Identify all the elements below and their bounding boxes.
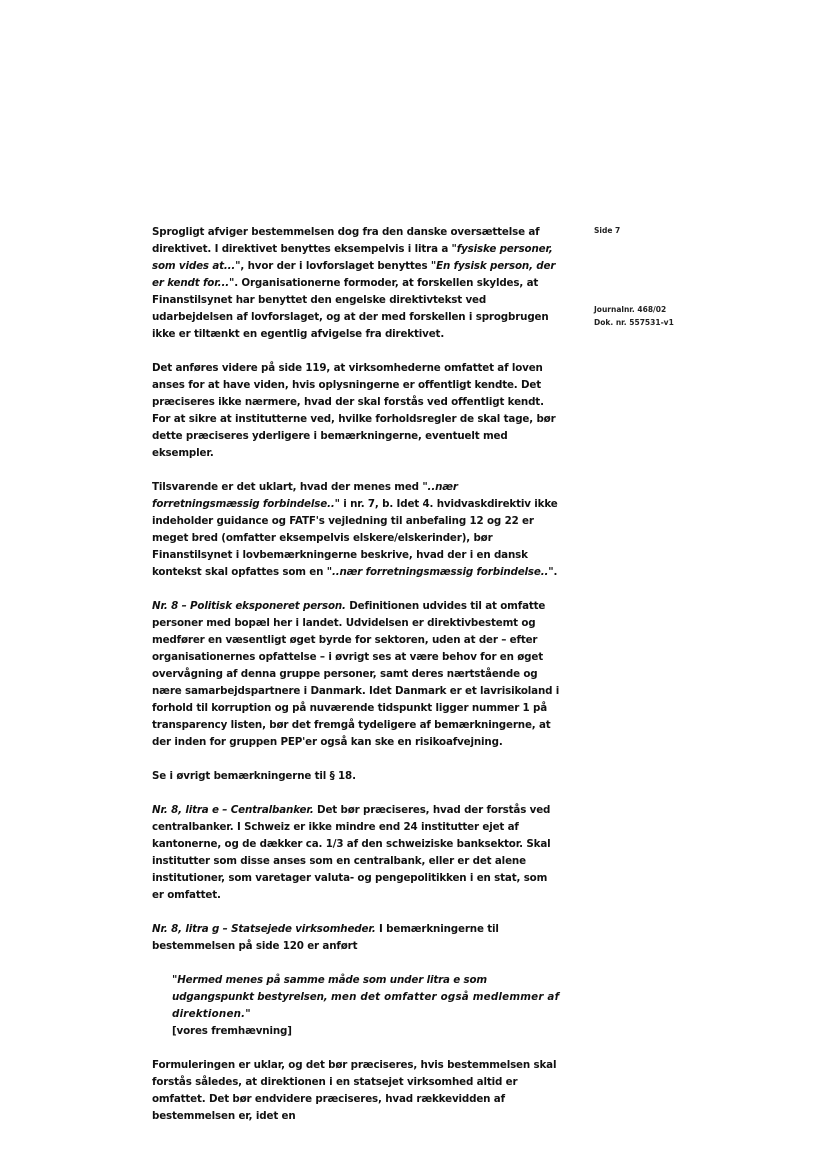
paragraph-central-banks: Nr. 8, litra e – Centralbanker. Det bør præciseres, hvad der forstås ved centralbanker. I Schweiz er ikke mindre end 24 institutter ejet af kantonerne, og de dækker ca. 1/3 af den schweiziske banksektor. Skal institutter som disse anses som en centralbank, eller er det alene institutioner, som varetager valuta- og pengepolitikken i en stat, som er omfattet.	[152, 804, 551, 901]
section-heading-state-owned: Nr. 8, litra g – Statsejede virksomheder.	[152, 923, 376, 935]
paragraph-business-relation: Tilsvarende er det uklart, hvad der menes med "..nær forretningsmæssig forbindelse.." i nr. 7, b. Idet 4. hvidvaskdirektiv ikke indeholder guidance og FATF's vejledning til anbefaling 12 og 22 er meget bred (omfatter eksempelvis elskere/elskerinder), bør Finanstilsynet i lovbemærkningerne beskrive, hvad der i en dansk kontekst skal opfattes som en "..nær forretningsmæssig forbindelse..".	[152, 481, 558, 578]
journal-number: Journalnr. 468/02	[594, 305, 667, 314]
reference-block	[594, 303, 674, 329]
emphasized-text: men det omfatter også medlemmer af direktionen.	[172, 991, 560, 1020]
paragraph-language-deviation: Sprogligt afviger bestemmelsen dog fra den danske oversættelse af direktivet. I direktivet benyttes eksempelvis i litra a "fysiske personer, som vides at...", hvor der i lovforslaget benyttes "En fysisk person, der er kendt for...". Organisationerne formoder, at forskellen skyldes, at Finanstilsynet har benyttet den engelske direktivtekst ved udarbejdelsen af lovforslaget, og at der med forskellen i sprogbrugen ikke er tiltænkt en egentlig afvigelse fra direktivet.	[152, 226, 556, 340]
paragraph-pep: Nr. 8 – Politisk eksponeret person. Definitionen udvides til at omfatte personer med bopæl her i landet. Udvidelsen er direktivbestemt og medfører en væsentligt øget byrde for sektoren, uden at der – efter organisationernes opfattelse – i øvrigt ses at være behov for en øget overvågning af denna gruppe personer, samt deres nærtstående og nære samarbejdspartnere i Danmark. Idet Danmark er et lavrisikoland i forhold til korruption og på nuværende tidspunkt ligger nummer 1 på transparency listen, bør det fremgå tydeligere af bemærkningerne, at der inden for gruppen PEP'er også kan ske en risikoafvejning.	[152, 600, 560, 748]
block-quote: "Hermed menes på samme måde som under litra e som udgangspunkt bestyrelsen, men det omfatter også medlemmer af direktionen." [vores fremhævning]	[172, 974, 560, 1037]
body-text	[152, 224, 560, 1142]
page-number: Side 7	[594, 226, 621, 235]
paragraph-state-owned: Nr. 8, litra g – Statsejede virksomheder. I bemærkningerne til bestemmelsen på side 120 er anført	[152, 923, 499, 952]
document-number: Dok. nr. 557531-v1	[594, 318, 674, 327]
section-heading-central-banks: Nr. 8, litra e – Centralbanker.	[152, 804, 314, 816]
paragraph-public-knowledge: Det anføres videre på side 119, at virksomhederne omfattet af loven anses for at have viden, hvis oplysningerne er offentligt kendte. Det præciseres ikke nærmere, hvad der skal forstås ved offentligt kendt. For at sikre at institutterne ved, hvilke forholdsregler de skal tage, bør dette præciseres yderligere i bemærkningerne, eventuelt med eksempler.	[152, 362, 556, 459]
paragraph-wording-unclear: Formuleringen er uklar, og det bør præciseres, hvis bestemmelsen skal forstås således, at direktionen i en statsejet virksomhed altid er omfattet. Det bør endvidere præciseres, hvad rækkevidden af bestemmelsen er, idet en	[152, 1059, 557, 1122]
section-heading-pep: Nr. 8 – Politisk eksponeret person.	[152, 600, 346, 612]
emphasis-note: [vores fremhævning]	[172, 1025, 292, 1037]
paragraph-see-also: Se i øvrigt bemærkningerne til § 18.	[152, 770, 356, 782]
